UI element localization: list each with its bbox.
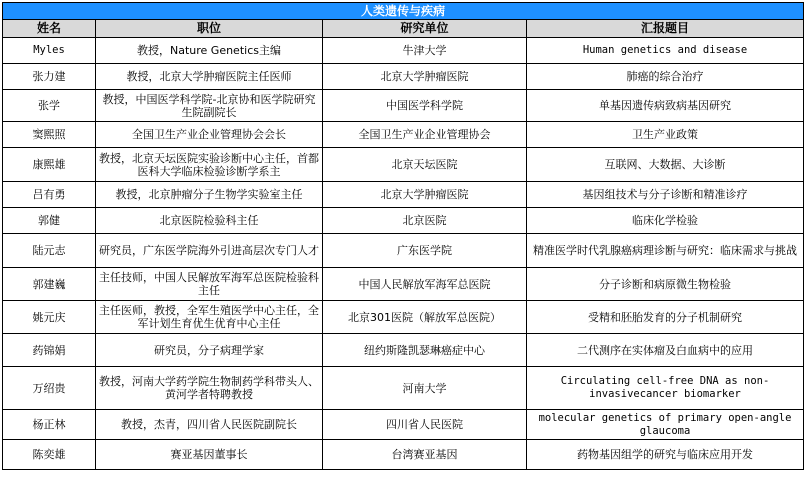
table-row bbox=[3, 301, 804, 334]
cell-institution: 北京301医院（解放军总医院） bbox=[323, 301, 527, 334]
cell-topic: 受精和胚胎发育的分子机制研究 bbox=[527, 301, 804, 334]
cell-institution: 北京大学肿瘤医院 bbox=[323, 64, 527, 90]
table-title-row bbox=[3, 3, 804, 20]
cell-position: 研究员，广东医学院海外引进高层次专门人才 bbox=[96, 234, 323, 268]
cell-institution: 北京大学肿瘤医院 bbox=[323, 182, 527, 208]
cell-topic: 药物基因组学的研究与临床应用开发 bbox=[527, 440, 804, 470]
table-row bbox=[3, 182, 804, 208]
cell-position: 主任医师，教授，全军生殖医学中心主任，全军计划生育优生优育中心主任 bbox=[96, 301, 323, 334]
cell-institution: 全国卫生产业企业管理协会 bbox=[323, 122, 527, 148]
table-row bbox=[3, 64, 804, 90]
table-row bbox=[3, 234, 804, 268]
cell-institution: 中国人民解放军海军总医院 bbox=[323, 268, 527, 301]
cell-name: 康熙雄 bbox=[3, 148, 96, 182]
table-row bbox=[3, 334, 804, 367]
cell-topic: 肺癌的综合治疗 bbox=[527, 64, 804, 90]
table-header-row bbox=[3, 20, 804, 38]
cell-name: 郭建巍 bbox=[3, 268, 96, 301]
cell-position: 教授，杰青，四川省人民医院副院长 bbox=[96, 410, 323, 440]
table-row bbox=[3, 268, 804, 301]
cell-name: 窦熙照 bbox=[3, 122, 96, 148]
header-name: 姓名 bbox=[3, 20, 96, 38]
table-title: 人类遗传与疾病 bbox=[3, 3, 804, 20]
cell-topic: 单基因遗传病致病基因研究 bbox=[527, 90, 804, 122]
cell-name: 张学 bbox=[3, 90, 96, 122]
cell-topic: 二代测序在实体瘤及白血病中的应用 bbox=[527, 334, 804, 367]
cell-topic: Circulating cell-free DNA as non-invasivecancer biomarker bbox=[527, 367, 804, 410]
cell-position: 研究员，分子病理学家 bbox=[96, 334, 323, 367]
cell-topic: 分子诊断和病原微生物检验 bbox=[527, 268, 804, 301]
cell-name: 陈奕雄 bbox=[3, 440, 96, 470]
cell-position: 北京医院检验科主任 bbox=[96, 208, 323, 234]
cell-topic: 卫生产业政策 bbox=[527, 122, 804, 148]
cell-position: 主任技师，中国人民解放军海军总医院检验科主任 bbox=[96, 268, 323, 301]
table-body bbox=[3, 38, 804, 470]
table-row bbox=[3, 367, 804, 410]
cell-name: 药锦娟 bbox=[3, 334, 96, 367]
cell-topic: 临床化学检验 bbox=[527, 208, 804, 234]
table-row bbox=[3, 122, 804, 148]
speaker-table-sheet bbox=[2, 2, 803, 470]
cell-name: 姚元庆 bbox=[3, 301, 96, 334]
cell-institution: 四川省人民医院 bbox=[323, 410, 527, 440]
cell-topic: 互联网、大数据、大诊断 bbox=[527, 148, 804, 182]
speaker-table bbox=[2, 2, 804, 470]
table-row bbox=[3, 148, 804, 182]
cell-position: 教授，Nature Genetics主编 bbox=[96, 38, 323, 64]
cell-name: 张力建 bbox=[3, 64, 96, 90]
cell-position: 赛亚基因董事长 bbox=[96, 440, 323, 470]
header-institution: 研究单位 bbox=[323, 20, 527, 38]
cell-institution: 广东医学院 bbox=[323, 234, 527, 268]
cell-institution: 台湾赛亚基因 bbox=[323, 440, 527, 470]
cell-name: 陆元志 bbox=[3, 234, 96, 268]
cell-name: 吕有勇 bbox=[3, 182, 96, 208]
cell-topic: 基因组技术与分子诊断和精准诊疗 bbox=[527, 182, 804, 208]
cell-institution: 北京医院 bbox=[323, 208, 527, 234]
header-topic: 汇报题目 bbox=[527, 20, 804, 38]
cell-position: 全国卫生产业企业管理协会会长 bbox=[96, 122, 323, 148]
cell-name: 万绍贵 bbox=[3, 367, 96, 410]
cell-name: Myles bbox=[3, 38, 96, 64]
cell-institution: 纽约斯隆凯瑟琳癌症中心 bbox=[323, 334, 527, 367]
table-row bbox=[3, 410, 804, 440]
cell-topic: molecular genetics of primary open-angle glaucoma bbox=[527, 410, 804, 440]
cell-position: 教授，北京大学肿瘤医院主任医师 bbox=[96, 64, 323, 90]
table-row bbox=[3, 38, 804, 64]
cell-name: 郭健 bbox=[3, 208, 96, 234]
cell-position: 教授，中国医学科学院-北京协和医学院研究生院副院长 bbox=[96, 90, 323, 122]
table-row bbox=[3, 90, 804, 122]
cell-position: 教授，河南大学药学院生物制药学科带头人、黄河学者特聘教授 bbox=[96, 367, 323, 410]
header-position: 职位 bbox=[96, 20, 323, 38]
cell-institution: 河南大学 bbox=[323, 367, 527, 410]
cell-institution: 中国医学科学院 bbox=[323, 90, 527, 122]
cell-institution: 北京天坛医院 bbox=[323, 148, 527, 182]
cell-position: 教授，北京肿瘤分子生物学实验室主任 bbox=[96, 182, 323, 208]
cell-topic: Human genetics and disease bbox=[527, 38, 804, 64]
cell-name: 杨正林 bbox=[3, 410, 96, 440]
table-row bbox=[3, 208, 804, 234]
cell-position: 教授，北京天坛医院实验诊断中心主任，首都医科大学临床检验诊断学系主 bbox=[96, 148, 323, 182]
cell-topic: 精准医学时代乳腺癌病理诊断与研究：临床需求与挑战 bbox=[527, 234, 804, 268]
table-row bbox=[3, 440, 804, 470]
cell-institution: 牛津大学 bbox=[323, 38, 527, 64]
